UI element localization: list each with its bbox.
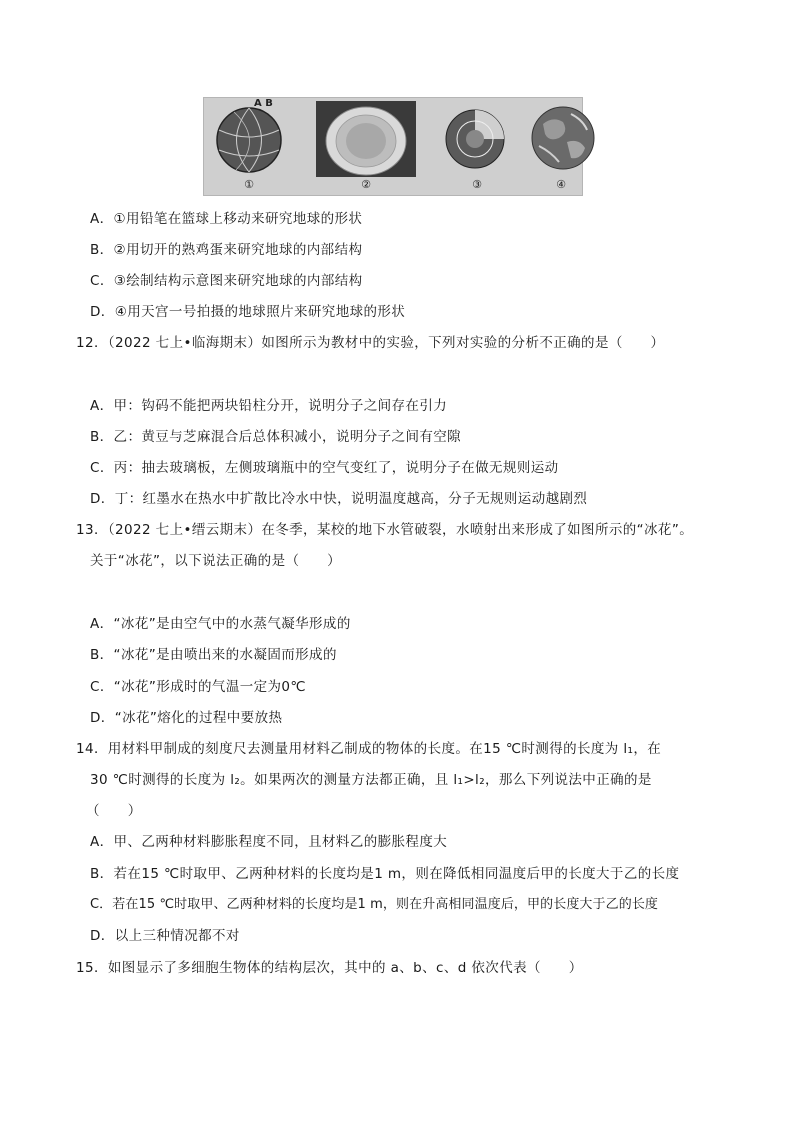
earth-photo-figure <box>529 102 597 174</box>
q11-option-c: C．③绘制结构示意图来研究地球的内部结构 <box>90 273 363 289</box>
earth-figure-strip <box>203 97 583 196</box>
q12-stem: 12．（2022 七上•临海期末）如图所示为教材中的实验，下列对实验的分析不正确的是（ ） <box>76 335 665 351</box>
figure-label-1: ① <box>244 178 254 191</box>
q11-option-d: D．④用天宫一号拍摄的地球照片来研究地球的形状 <box>90 304 406 320</box>
q11-option-b: B．②用切开的熟鸡蛋来研究地球的内部结构 <box>90 242 363 258</box>
q14-stem-line3: （ ） <box>86 803 142 819</box>
q12-option-a: A．甲：钩码不能把两块铅柱分开，说明分子之间存在引力 <box>90 398 448 414</box>
q14-stem-line2: 30 ℃时测得的长度为 l₂。如果两次的测量方法都正确，且 l₁>l₂，那么下列说法中正确的是 <box>90 772 652 788</box>
q11-option-a: A．①用铅笔在篮球上移动来研究地球的形状 <box>90 211 363 227</box>
q12-option-c: C．丙：抽去玻璃板，左侧玻璃瓶中的空气变红了，说明分子在做无规则运动 <box>90 460 559 476</box>
q14-option-a: A．甲、乙两种材料膨胀程度不同，且材料乙的膨胀程度大 <box>90 834 448 850</box>
figure-label-2: ② <box>361 178 371 191</box>
q13-option-a: A．“冰花”是由空气中的水蒸气凝华形成的 <box>90 616 351 632</box>
q13-option-d: D．“冰花”熔化的过程中要放热 <box>90 710 283 726</box>
q14-option-c: C．若在15 ℃时取甲、乙两种材料的长度均是1 m，则在升高相同温度后，甲的长度大于乙的长度 <box>90 897 659 912</box>
figure-corner-letters: A B <box>254 98 273 109</box>
figure-label-4: ④ <box>556 178 566 191</box>
q12-option-b: B．乙：黄豆与芝麻混合后总体积减小，说明分子之间有空隙 <box>90 429 462 445</box>
q15-stem: 15．如图显示了多细胞生物体的结构层次，其中的 a、b、c、d 依次代表（ ） <box>76 960 583 976</box>
earth-structure-figure <box>444 104 506 174</box>
q14-option-b: B．若在15 ℃时取甲、乙两种材料的长度均是1 m，则在降低相同温度后甲的长度大于乙的长度 <box>90 866 680 882</box>
q14-stem-line1: 14．用材料甲制成的刻度尺去测量用材料乙制成的物体的长度。在15 ℃时测得的长度为 l₁，在 <box>76 741 662 757</box>
basketball-figure <box>214 104 284 176</box>
q13-option-c: C．“冰花”形成时的气温一定为0℃ <box>90 679 306 695</box>
figure-label-3: ③ <box>472 178 482 191</box>
q14-option-d: D．以上三种情况都不对 <box>90 928 240 944</box>
q13-stem-line1: 13．（2022 七上•缙云期末）在冬季，某校的地下水管破裂，水喷射出来形成了如图所示的“冰花”。 <box>76 522 694 538</box>
q13-stem-line2: 关于“冰花”，以下说法正确的是（ ） <box>90 553 342 569</box>
q13-option-b: B．“冰花”是由喷出来的水凝固而形成的 <box>90 647 337 663</box>
cut-egg-figure <box>316 101 416 177</box>
q12-option-d: D．丁：红墨水在热水中扩散比冷水中快，说明温度越高，分子无规则运动越剧烈 <box>90 491 588 507</box>
